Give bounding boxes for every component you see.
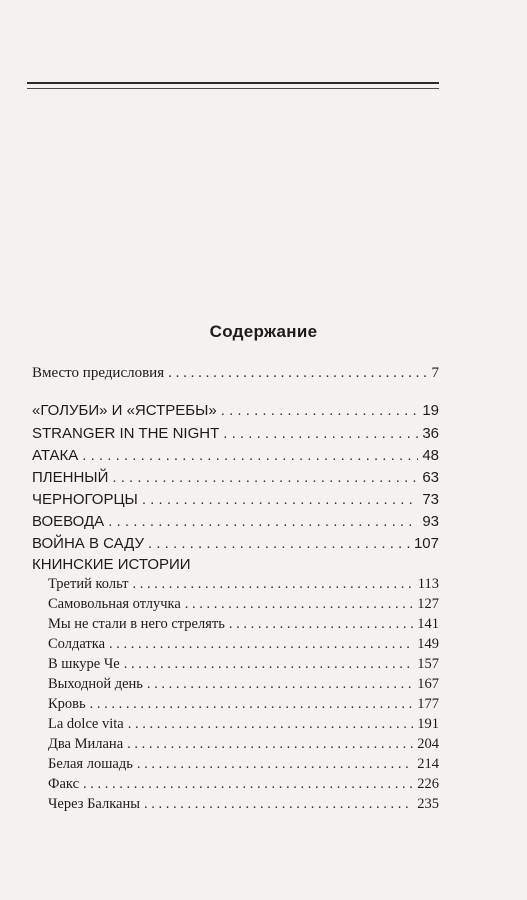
toc-entry-story (48, 796, 439, 813)
dot-leader (82, 447, 418, 464)
dot-leader (144, 796, 413, 813)
dot-leader (168, 365, 427, 382)
dot-leader (185, 596, 413, 613)
toc-entry-page: 93 (422, 513, 439, 530)
toc-entry-page: 7 (431, 365, 439, 381)
dot-leader (90, 696, 414, 713)
toc-entry-label: Третий кольт (48, 576, 129, 592)
dot-leader (221, 402, 419, 419)
toc-entry-label: Мы не стали в него стрелять (48, 616, 225, 632)
toc-entry-page: 48 (422, 447, 439, 464)
dot-leader (109, 636, 413, 653)
dot-leader (147, 676, 413, 693)
toc-entry-label: Кровь (48, 696, 86, 712)
toc-entry-label: ВОЙНА В САДУ (32, 535, 144, 552)
toc-entry-chapter (32, 447, 439, 464)
dot-leader (137, 756, 413, 773)
toc-entry-chapter (32, 425, 439, 442)
dot-leader (124, 656, 414, 673)
dot-leader (142, 491, 418, 508)
toc-entry-story (48, 676, 439, 693)
toc-entry-story (48, 736, 439, 753)
toc-entry-label: Через Балканы (48, 796, 140, 812)
toc-entry-page: 113 (417, 576, 439, 592)
toc-entry-page: 63 (422, 469, 439, 486)
dot-leader (112, 469, 418, 486)
toc-entry-page: 235 (417, 796, 439, 812)
toc-entry-label: ВОЕВОДА (32, 513, 105, 530)
toc-entry-story (48, 656, 439, 673)
toc-entry-page: 107 (413, 535, 439, 552)
toc-entry-story (48, 636, 439, 653)
toc-entry-label: Вместо предисловия (32, 365, 165, 381)
dot-leader (223, 425, 418, 442)
toc-entry-story (48, 576, 439, 593)
toc-entry-page: 191 (417, 716, 439, 732)
toc-entry-page: 149 (417, 636, 439, 652)
toc-entry-story (48, 756, 439, 773)
toc-entry-chapter (32, 402, 439, 419)
toc-entry-label: «ГОЛУБИ» И «ЯСТРЕБЫ» (32, 402, 217, 419)
dot-leader (127, 736, 413, 753)
toc-section-heading: КНИНСКИЕ ИСТОРИИ (32, 556, 191, 573)
toc-entry-label: La dolce vita (48, 716, 124, 732)
toc-entry-page: 73 (422, 491, 439, 508)
toc-entry-chapter (32, 535, 439, 552)
toc-entry-label: STRANGER IN THE NIGHT (32, 425, 220, 442)
toc-entry-label: Факс (48, 776, 80, 792)
toc-entry-chapter (32, 513, 439, 530)
toc-entry-chapter (32, 469, 439, 486)
toc-entry-page: 214 (417, 756, 439, 772)
dot-leader (108, 513, 418, 530)
toc-entry-label: Солдатка (48, 636, 106, 652)
toc-entry-page: 141 (417, 616, 439, 632)
toc-entry-page: 167 (417, 676, 439, 692)
toc-entry-page: 19 (422, 402, 439, 419)
toc-entry-label: Белая лошадь (48, 756, 133, 772)
toc-entry-label: ЧЕРНОГОРЦЫ (32, 491, 138, 508)
toc-entry-preface (32, 365, 439, 382)
toc-entry-chapter (32, 491, 439, 508)
toc-entry-page: 127 (417, 596, 439, 612)
toc-entry-page: 226 (417, 776, 439, 792)
toc-entry-page: 177 (417, 696, 439, 712)
toc-entry-page: 204 (417, 736, 439, 752)
toc-entry-story (48, 596, 439, 613)
toc-entry-label: В шкуре Че (48, 656, 120, 672)
toc-entry-page: 157 (417, 656, 439, 672)
toc-entry-label: Самовольная отлучка (48, 596, 181, 612)
toc-entry-label: Выходной день (48, 676, 143, 692)
dot-leader (148, 535, 410, 552)
dot-leader (132, 576, 413, 593)
toc-entry-label: АТАКА (32, 447, 79, 464)
toc-title: Содержание (209, 322, 318, 341)
dot-leader (128, 716, 414, 733)
toc-entry-story (48, 696, 439, 713)
toc-entry-story (48, 716, 439, 733)
toc-entry-label: Два Милана (48, 736, 124, 752)
toc-entry-story (48, 776, 439, 793)
toc-entry-story (48, 616, 439, 633)
dot-leader (229, 616, 413, 633)
toc-entry-page: 36 (422, 425, 439, 442)
toc-entry-label: ПЛЕННЫЙ (32, 469, 109, 486)
dot-leader (83, 776, 413, 793)
